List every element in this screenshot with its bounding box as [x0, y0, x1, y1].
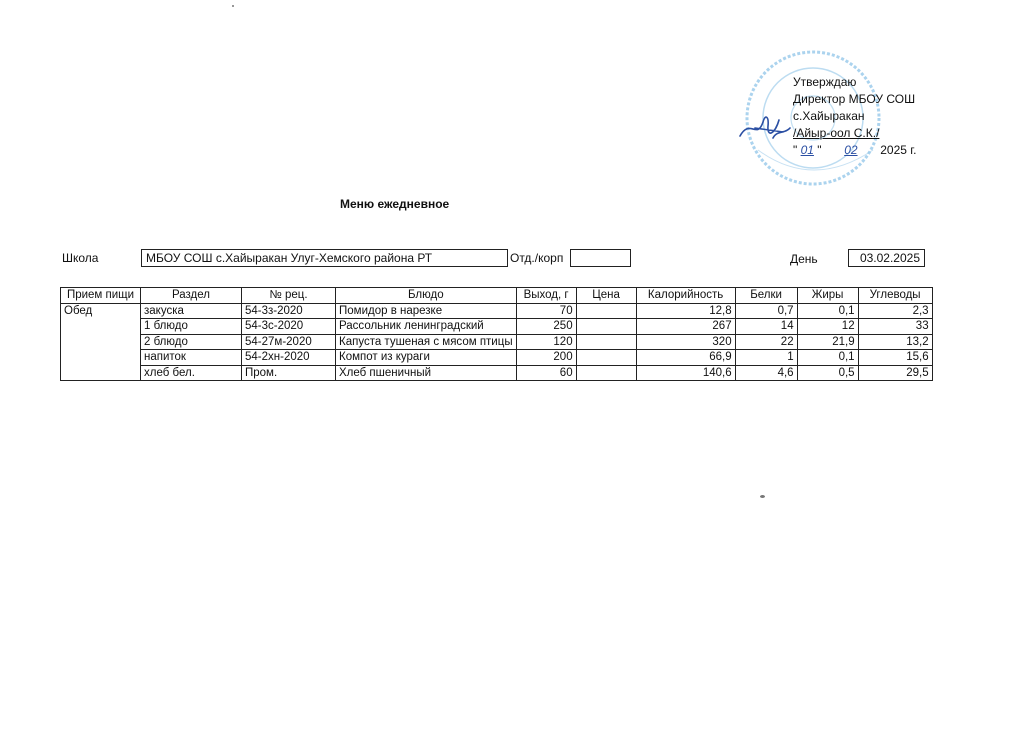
scan-speck	[232, 5, 234, 7]
header-cell: № рец.	[242, 288, 336, 304]
approval-line-3: с.Хайыракан	[793, 109, 865, 123]
dish-cell: Хлеб пшеничный	[336, 365, 517, 381]
calories-cell: 320	[636, 334, 735, 350]
date-month: 02	[844, 143, 858, 157]
school-label: Школа	[62, 251, 99, 265]
page-title: Меню ежедневное	[340, 197, 450, 211]
header-cell: Цена	[576, 288, 636, 304]
fat-cell: 0,1	[797, 303, 858, 319]
table-row	[61, 365, 933, 381]
approval-line-2: Директор МБОУ СОШ	[793, 92, 916, 106]
protein-cell: 4,6	[735, 365, 797, 381]
carbs-cell: 15,6	[858, 350, 932, 366]
calories-cell: 267	[636, 319, 735, 335]
section-cell: хлеб бел.	[141, 365, 242, 381]
calories-cell: 12,8	[636, 303, 735, 319]
recipe-cell: 54-27м-2020	[242, 334, 336, 350]
section-cell: закуска	[141, 303, 242, 319]
fat-cell: 12	[797, 319, 858, 335]
protein-cell: 22	[735, 334, 797, 350]
dept-value	[570, 249, 631, 267]
recipe-cell: 54-2хн-2020	[242, 350, 336, 366]
date-close-quote: "	[817, 143, 822, 157]
header-cell: Белки	[735, 288, 797, 304]
calories-cell: 66,9	[636, 350, 735, 366]
section-cell: напиток	[141, 350, 242, 366]
fat-cell: 21,9	[797, 334, 858, 350]
price-cell	[576, 334, 636, 350]
menu-table	[60, 287, 933, 381]
price-cell	[576, 303, 636, 319]
approval-line-1: Утверждаю	[793, 75, 857, 89]
approval-block	[793, 74, 917, 159]
table-row	[61, 319, 933, 335]
scan-speck	[760, 495, 765, 498]
dish-cell: Помидор в нарезке	[336, 303, 517, 319]
dept-label: Отд./корп	[510, 251, 564, 265]
output-cell: 60	[516, 365, 576, 381]
price-cell	[576, 365, 636, 381]
approval-line-4: /Айыр-оол С.К./	[793, 126, 880, 140]
school-value: МБОУ СОШ с.Хайыракан Улуг-Хемского района РТ	[141, 249, 508, 267]
recipe-cell: Пром.	[242, 365, 336, 381]
price-cell	[576, 350, 636, 366]
fat-cell: 0,1	[797, 350, 858, 366]
table-row	[61, 334, 933, 350]
carbs-cell: 13,2	[858, 334, 932, 350]
date-day: 01	[800, 143, 814, 157]
approval-date	[793, 142, 917, 159]
header-cell: Калорийность	[636, 288, 735, 304]
fat-cell: 0,5	[797, 365, 858, 381]
protein-cell: 0,7	[735, 303, 797, 319]
output-cell: 200	[516, 350, 576, 366]
meal-cell: Обед	[61, 303, 141, 381]
header-cell: Жиры	[797, 288, 858, 304]
output-cell: 70	[516, 303, 576, 319]
table-row	[61, 303, 933, 319]
table-header-row	[61, 288, 933, 304]
carbs-cell: 2,3	[858, 303, 932, 319]
header-cell: Выход, г	[516, 288, 576, 304]
date-year: 2025 г.	[880, 143, 917, 157]
section-cell: 1 блюдо	[141, 319, 242, 335]
dish-cell: Капуста тушеная с мясом птицы	[336, 334, 517, 350]
output-cell: 120	[516, 334, 576, 350]
section-cell: 2 блюдо	[141, 334, 242, 350]
price-cell	[576, 319, 636, 335]
header-cell: Раздел	[141, 288, 242, 304]
dish-cell: Рассольник ленинградский	[336, 319, 517, 335]
carbs-cell: 33	[858, 319, 932, 335]
recipe-cell: 54-3з-2020	[242, 303, 336, 319]
day-label: День	[790, 252, 818, 266]
date-open-quote: "	[793, 143, 798, 157]
day-value: 03.02.2025	[848, 249, 925, 267]
dish-cell: Компот из кураги	[336, 350, 517, 366]
director-signature	[735, 108, 795, 148]
protein-cell: 1	[735, 350, 797, 366]
header-cell: Блюдо	[336, 288, 517, 304]
header-cell: Прием пищи	[61, 288, 141, 304]
table-row	[61, 350, 933, 366]
carbs-cell: 29,5	[858, 365, 932, 381]
header-cell: Углеводы	[858, 288, 932, 304]
calories-cell: 140,6	[636, 365, 735, 381]
protein-cell: 14	[735, 319, 797, 335]
output-cell: 250	[516, 319, 576, 335]
recipe-cell: 54-3с-2020	[242, 319, 336, 335]
